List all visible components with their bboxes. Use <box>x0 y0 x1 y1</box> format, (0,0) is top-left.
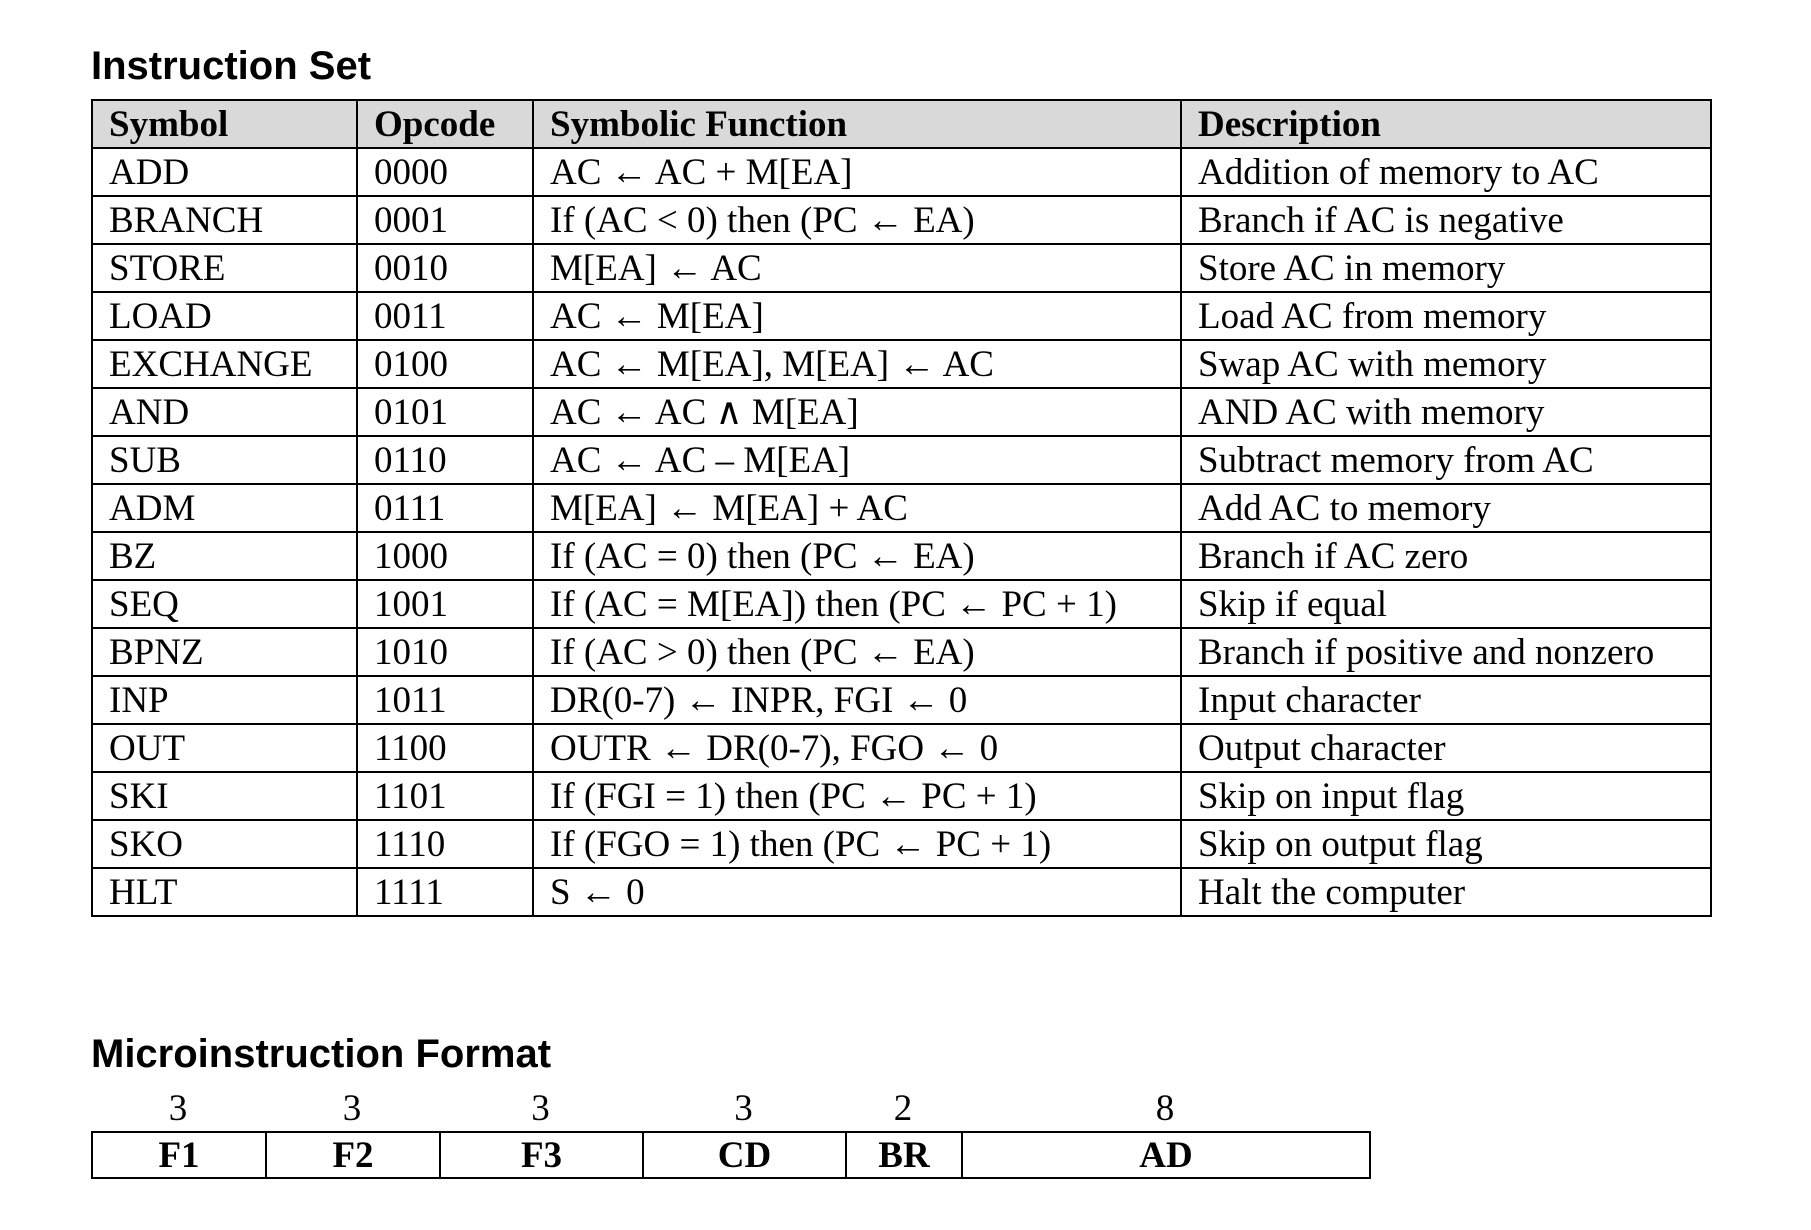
bit-width-label: 3 <box>531 1088 550 1129</box>
field-f1: F1 <box>92 1132 266 1178</box>
symbolic-function-cell: If (AC = M[EA]) then (PC ← PC + 1) <box>533 580 1181 628</box>
symbol-cell: EXCHANGE <box>92 340 357 388</box>
symbol-cell: BZ <box>92 532 357 580</box>
bit-width-label: 3 <box>168 1088 188 1129</box>
opcode-cell: 0000 <box>357 148 533 196</box>
bit-width-label: 3 <box>734 1088 753 1129</box>
symbolic-function-cell: If (AC < 0) then (PC ← EA) <box>533 196 1181 244</box>
header-description: Description <box>1181 100 1711 148</box>
table-row <box>92 484 1711 532</box>
description-cell: Load AC from memory <box>1181 292 1711 340</box>
table-row <box>92 436 1711 484</box>
header-symbol: Symbol <box>92 100 357 148</box>
description-cell: Halt the computer <box>1181 868 1711 916</box>
description-cell: Skip on input flag <box>1181 772 1711 820</box>
symbol-cell: BRANCH <box>92 196 357 244</box>
table-row <box>92 628 1711 676</box>
symbolic-function-cell: M[EA] ← AC <box>533 244 1181 292</box>
symbol-cell: ADD <box>92 148 357 196</box>
table-header-row <box>92 100 1711 148</box>
symbolic-function-cell: S ← 0 <box>533 868 1181 916</box>
symbol-cell: SKO <box>92 820 357 868</box>
symbolic-function-cell: M[EA] ← M[EA] + AC <box>533 484 1181 532</box>
bit-width-row <box>91 1090 1369 1128</box>
bit-width-label: 8 <box>1155 1088 1175 1129</box>
opcode-cell: 1011 <box>357 676 533 724</box>
symbolic-function-cell: AC ← AC ∧ M[EA] <box>533 388 1181 436</box>
symbol-cell: SKI <box>92 772 357 820</box>
symbol-cell: SEQ <box>92 580 357 628</box>
opcode-cell: 1000 <box>357 532 533 580</box>
opcode-cell: 0010 <box>357 244 533 292</box>
description-cell: Store AC in memory <box>1181 244 1711 292</box>
table-row <box>92 244 1711 292</box>
opcode-cell: 1111 <box>357 868 533 916</box>
description-cell: Branch if AC zero <box>1181 532 1711 580</box>
table-row <box>92 196 1711 244</box>
description-cell: Branch if positive and nonzero <box>1181 628 1711 676</box>
symbolic-function-cell: AC ← AC – M[EA] <box>533 436 1181 484</box>
symbolic-function-cell: If (AC = 0) then (PC ← EA) <box>533 532 1181 580</box>
symbolic-function-cell: AC ← M[EA], M[EA] ← AC <box>533 340 1181 388</box>
opcode-cell: 1100 <box>357 724 533 772</box>
description-cell: Swap AC with memory <box>1181 340 1711 388</box>
opcode-cell: 0011 <box>357 292 533 340</box>
description-cell: Input character <box>1181 676 1711 724</box>
opcode-cell: 0101 <box>357 388 533 436</box>
symbolic-function-cell: AC ← AC + M[EA] <box>533 148 1181 196</box>
symbol-cell: OUT <box>92 724 357 772</box>
bit-width-label: 2 <box>893 1088 913 1129</box>
bit-width-label: 3 <box>342 1088 362 1129</box>
opcode-cell: 1101 <box>357 772 533 820</box>
symbolic-function-cell: If (FGO = 1) then (PC ← PC + 1) <box>533 820 1181 868</box>
field-ad: AD <box>962 1132 1370 1178</box>
symbolic-function-cell: If (FGI = 1) then (PC ← PC + 1) <box>533 772 1181 820</box>
table-row <box>92 580 1711 628</box>
table-row <box>92 532 1711 580</box>
opcode-cell: 1110 <box>357 820 533 868</box>
opcode-cell: 0001 <box>357 196 533 244</box>
table-row <box>92 292 1711 340</box>
symbol-cell: AND <box>92 388 357 436</box>
opcode-cell: 0100 <box>357 340 533 388</box>
field-row <box>92 1132 1370 1178</box>
symbol-cell: ADM <box>92 484 357 532</box>
symbol-cell: LOAD <box>92 292 357 340</box>
microinstruction-format-table <box>91 1131 1371 1179</box>
description-cell: Skip on output flag <box>1181 820 1711 868</box>
opcode-cell: 1010 <box>357 628 533 676</box>
opcode-cell: 0111 <box>357 484 533 532</box>
description-cell: Add AC to memory <box>1181 484 1711 532</box>
table-row <box>92 772 1711 820</box>
symbolic-function-cell: DR(0-7) ← INPR, FGI ← 0 <box>533 676 1181 724</box>
field-f3: F3 <box>440 1132 643 1178</box>
symbol-cell: STORE <box>92 244 357 292</box>
table-row <box>92 676 1711 724</box>
table-row <box>92 388 1711 436</box>
symbol-cell: SUB <box>92 436 357 484</box>
instruction-set-table <box>91 99 1712 917</box>
opcode-cell: 0110 <box>357 436 533 484</box>
table-row <box>92 340 1711 388</box>
instruction-set-title: Instruction Set <box>91 44 372 88</box>
description-cell: Output character <box>1181 724 1711 772</box>
description-cell: AND AC with memory <box>1181 388 1711 436</box>
symbolic-function-cell: AC ← M[EA] <box>533 292 1181 340</box>
table-row <box>92 724 1711 772</box>
description-cell: Subtract memory from AC <box>1181 436 1711 484</box>
symbol-cell: BPNZ <box>92 628 357 676</box>
header-opcode: Opcode <box>357 100 533 148</box>
description-cell: Branch if AC is negative <box>1181 196 1711 244</box>
microinstruction-format-title: Microinstruction Format <box>91 1032 552 1076</box>
header-symbolic-function: Symbolic Function <box>533 100 1181 148</box>
symbol-cell: HLT <box>92 868 357 916</box>
opcode-cell: 1001 <box>357 580 533 628</box>
symbolic-function-cell: If (AC > 0) then (PC ← EA) <box>533 628 1181 676</box>
field-cd: CD <box>643 1132 846 1178</box>
symbol-cell: INP <box>92 676 357 724</box>
table-row <box>92 820 1711 868</box>
symbolic-function-cell: OUTR ← DR(0-7), FGO ← 0 <box>533 724 1181 772</box>
field-f2: F2 <box>266 1132 440 1178</box>
table-row <box>92 868 1711 916</box>
description-cell: Skip if equal <box>1181 580 1711 628</box>
field-br: BR <box>846 1132 962 1178</box>
table-row <box>92 148 1711 196</box>
description-cell: Addition of memory to AC <box>1181 148 1711 196</box>
